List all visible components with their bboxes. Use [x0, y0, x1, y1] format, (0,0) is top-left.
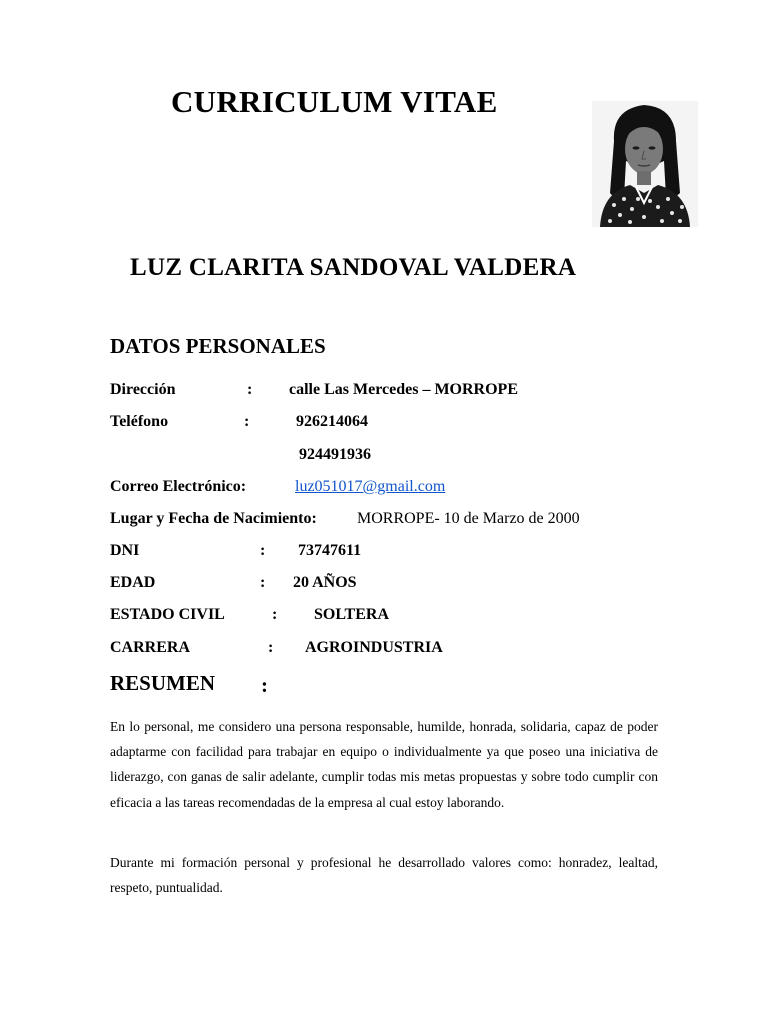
- carrera-colon: :: [268, 639, 274, 656]
- dni-colon: :: [260, 542, 266, 559]
- estado-civil-label: ESTADO CIVIL: [110, 606, 225, 623]
- estado-civil-value: SOLTERA: [314, 606, 389, 623]
- edad-colon: :: [260, 574, 266, 591]
- estado-civil-colon: :: [272, 606, 278, 623]
- resumen-heading: RESUMEN: [110, 671, 216, 695]
- nacimiento-label: Lugar y Fecha de Nacimiento:: [110, 510, 317, 527]
- resumen-paragraph-1: En lo personal, me considero una persona responsable, humilde, honrada, solidaria, capaz de poder adaptarme con facilidad para trabajar en equipo o individualmente ya que poseo una iniciativa de liderazgo, con ganas de salir adelante, cumplir todas mis metas propuestas y sobre todo cumplir con eficacia a las tareas recomendadas de la empresa al cual estoy laborando.: [110, 719, 658, 810]
- direccion-value: calle Las Mercedes – MORROPE: [289, 381, 518, 398]
- datos-personales-heading: DATOS PERSONALES: [110, 334, 326, 358]
- direccion-label: Dirección: [110, 381, 176, 398]
- candidate-name: LUZ CLARITA SANDOVAL VALDERA: [130, 254, 577, 281]
- email-link[interactable]: luz051017@gmail.com: [295, 478, 446, 495]
- telefono-value-2: 924491936: [299, 446, 371, 463]
- resumen-colon: :: [261, 673, 268, 697]
- edad-value: 20 AÑOS: [293, 574, 357, 591]
- dni-value: 73747611: [298, 542, 362, 559]
- telefono-value-1: 926214064: [296, 413, 368, 430]
- nacimiento-value: MORROPE- 10 de Marzo de 2000: [357, 510, 580, 527]
- correo-label: Correo Electrónico:: [110, 478, 247, 495]
- carrera-value: AGROINDUSTRIA: [305, 639, 443, 656]
- document-title: CURRICULUM VITAE: [171, 84, 498, 119]
- edad-label: EDAD: [110, 574, 156, 591]
- telefono-colon: :: [244, 413, 250, 430]
- profile-photo-image: [592, 101, 698, 227]
- telefono-label: Teléfono: [110, 413, 169, 430]
- direccion-colon: :: [247, 381, 253, 398]
- dni-label: DNI: [110, 542, 140, 559]
- resumen-paragraph-2: Durante mi formación personal y profesional he desarrollado valores como: honradez, lealtad, respeto, puntualidad.: [110, 855, 658, 896]
- profile-photo: [592, 101, 698, 227]
- carrera-label: CARRERA: [110, 639, 190, 656]
